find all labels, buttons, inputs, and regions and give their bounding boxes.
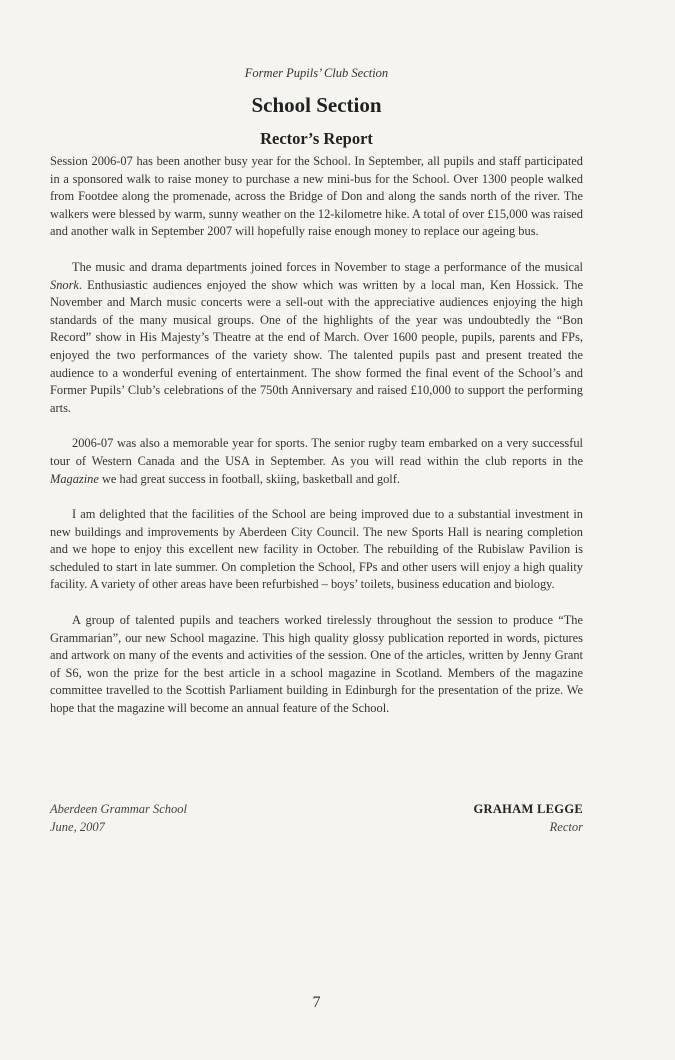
musical-title: Snork [50, 277, 79, 292]
paragraph-grammarian: A group of talented pupils and teachers worked tirelessly throughout the session to produce “The Grammarian”, our new School magazine. This high quality glossy publication reported in words, pictures and artwork on many of the events and activities of the session. One of the articles, written by Jenny Grant of S6, won the prize for the best article in a school magazine in Scotland. Members of the magazine committee travelled to the Scottish Parliament building in Edinburgh for the presentation of the prize. We hope that the magazine will become an annual feature of the School. [50, 613, 583, 716]
paragraph-text: 2006-07 was also a memorable year for sports. The senior rugby team embarked on a very successful tour of Western Canada and the USA in September. As you will read within the club reports in the [50, 436, 583, 468]
signoff-location [50, 801, 187, 836]
author-name: GRAHAM LEGGE [473, 802, 583, 816]
running-header: Former Pupils’ Club Section [244, 66, 389, 80]
section-title: School Section [251, 93, 382, 117]
paragraph-sports [50, 435, 583, 488]
paragraph-text: The music and drama departments joined forces in November to stage a performance of the musical [72, 259, 583, 274]
paragraph-text: . Enthusiastic audiences enjoyed the show which was written by a local man, Ken Hossick. The November and March music concerts were a sell-out with the appreciative audiences enjoying the high standards of the many musical groups. One of the highlights of the year was undoubtedly the “Bon Record” show in His Majesty’s Theatre at the end of March. Over 1600 people, pupils, parents and FPs, enjoyed the two performances of the variety show. The talented pupils past and present treated the audience to a wonderful evening of entertainment. The show formed the final event of the School’s and Former Pupils’ Club’s celebrations of the 750th Anniversary and raised £10,000 to support the performing arts. [50, 277, 583, 415]
signoff-author [473, 801, 583, 836]
report-title: Rector’s Report [260, 129, 373, 148]
author-role: Rector [549, 819, 583, 834]
page-number: 7 [312, 994, 321, 1011]
paragraph-mini-bus-walk: Session 2006-07 has been another busy year for the School. In September, all pupils and staff participated in a sponsored walk to raise money to purchase a new mini-bus for the School. Over 1300 people walked from Footdee along the promenade, across the Bridge of Don and along the sands north of the river. The walkers were blessed by warm, sunny weather on the 12-kilometre hike. A total of over £15,000 was raised and another walk in September 2007 will hopefully raise enough money to replace our ageing bus. [50, 154, 583, 239]
paragraph-music-drama [50, 259, 583, 417]
school-name: Aberdeen Grammar School [50, 802, 188, 816]
paragraph-facilities: I am delighted that the facilities of the School are being improved due to a substantial investment in new buildings and improvements by Aberdeen City Council. The new Sports Hall is nearing completion and we hope to enjoy this excellent new facility in October. The rebuilding of the Rubislaw Pavilion is scheduled to start in late summer. On completion the School, FPs and other users will enjoy a high quality facility. A variety of other areas have been refurbished – boys’ toilets, business education and biology. [50, 507, 583, 592]
magazine-title: Magazine [50, 471, 99, 486]
report-date: June, 2007 [50, 819, 105, 834]
report-body [50, 153, 583, 736]
paragraph-text: we had great success in football, skiing, basketball and golf. [98, 471, 400, 486]
